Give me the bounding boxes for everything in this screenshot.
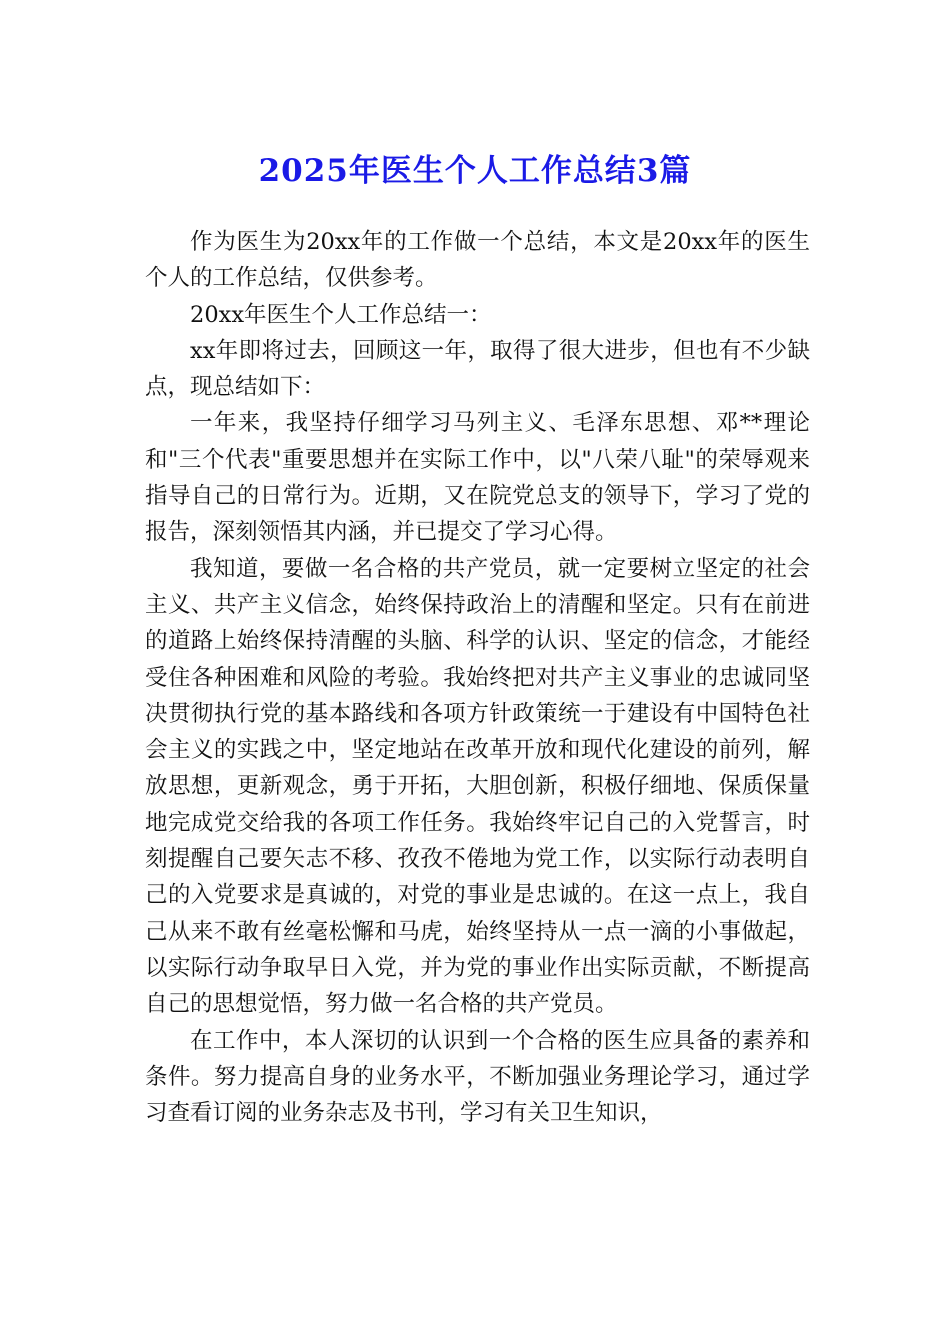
paragraph-study: 一年来，我坚持仔细学习马列主义、毛泽东思想、邓**理论和"三个代表"重要思想并在实际工作中，以"八荣八耻"的荣辱观来指导自己的日常行为。近期，又在院党总支的领导下，学习了党的报告，深刻领悟其内涵，并已提交了学习心得。 [145,410,810,546]
paragraph-section-heading: 20xx年医生个人工作总结一： [190,301,492,328]
paragraph-party-member: 我知道，要做一名合格的共产党员，就一定要树立坚定的社会主义、共产主义信念，始终保持政治上的清醒和坚定。只有在前进的道路上始终保持清醒的头脑、科学的认识、坚定的信念，才能经受住各种困难和风险的考验。我始终把对共产主义事业的忠诚同坚决贯彻执行党的基本路线和各项方针政策统一于建设有中国特色社会主义的实践之中，坚定地站在改革开放和现代化建设的前列，解放思想，更新观念，勇于开拓，大胆创新，积极仔细地、保质保量地完成党交给我的各项工作任务。我始终牢记自己的入党誓言，时刻提醒自己要矢志不移、孜孜不倦地为党工作，以实际行动表明自己的入党要求是真诚的，对党的事业是忠诚的。在这一点上，我自己从来不敢有丝毫松懈和马虎，始终坚持从一点一滴的小事做起，以实际行动争取早日入党，并为党的事业作出实际贡献，不断提高自己的思想觉悟，努力做一名合格的共产党员。 [145,555,810,1018]
paragraph-review: xx年即将过去，回顾这一年，取得了很大进步，但也有不少缺点，现总结如下： [145,337,810,401]
document-title: 2025年医生个人工作总结3篇 [258,152,692,189]
document-body [145,224,810,1131]
paragraph-work: 在工作中，本人深切的认识到一个合格的医生应具备的素养和条件。努力提高自身的业务水平，不断加强业务理论学习，通过学习查看订阅的业务杂志及书刊，学习有关卫生知识， [145,1027,810,1127]
paragraph-intro: 作为医生为20xx年的工作做一个总结，本文是20xx年的医生个人的工作总结，仅供参考。 [145,229,810,292]
